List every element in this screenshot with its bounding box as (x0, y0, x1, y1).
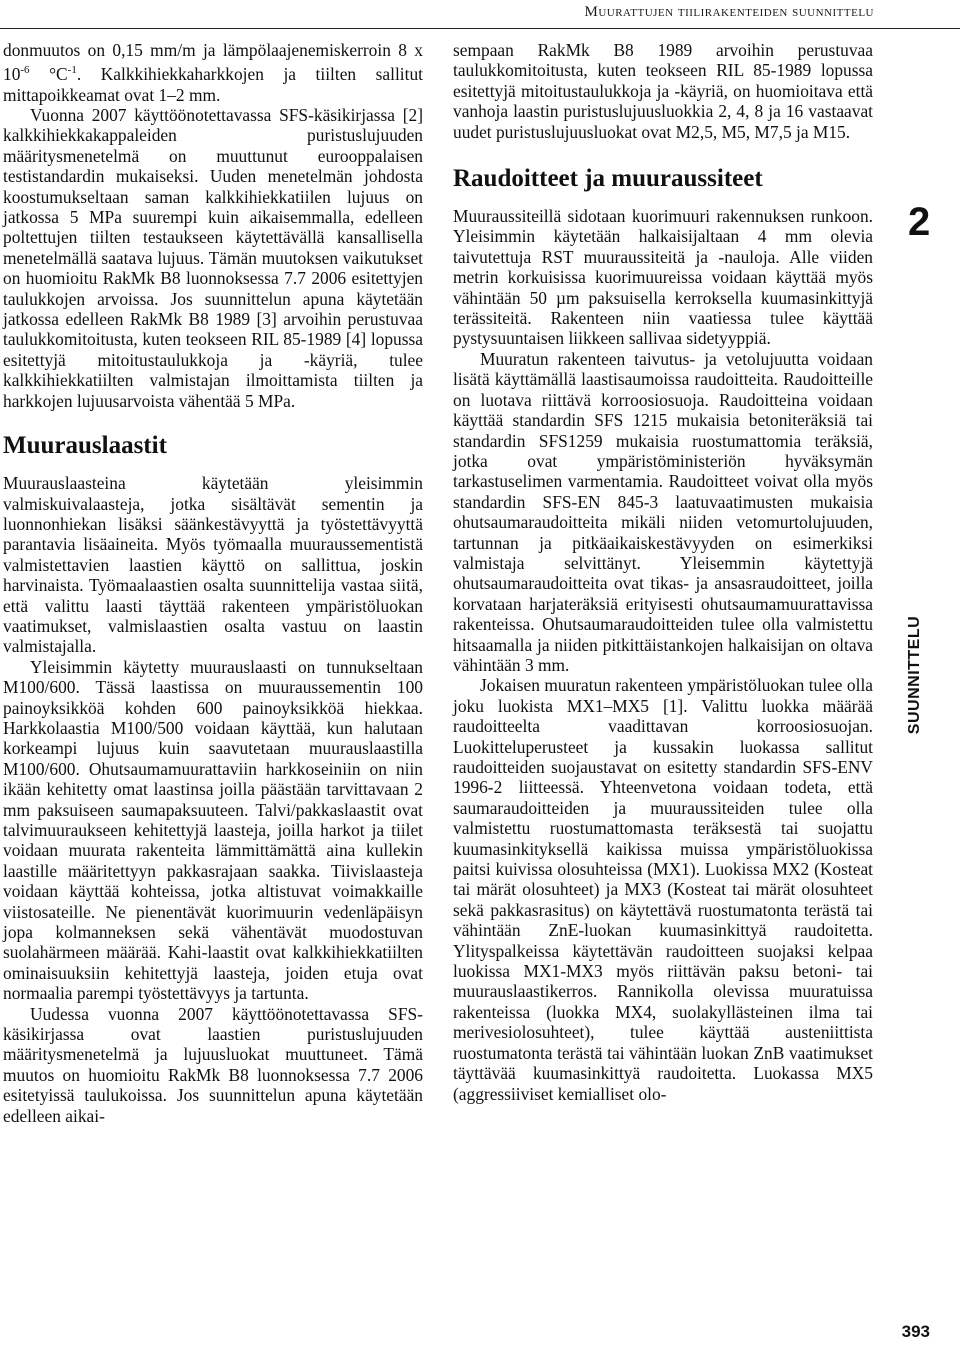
paragraph: Vuonna 2007 käyttöönotettavassa SFS-käsikirjassa [2] kalkkihiekkakappaleiden puristuslujuuden määritysmenetelmä on muuttunut eurooppalaisen testistandardin mukaiseksi. Uuden menetelmän johdosta koostumukseltaan saman kalkkihiekkatiilen lujuus on jatkossa 5 MPa suurempi kuin aikaisemmalla, edelleen poltettujen tiilten testaukseen käytettävällä kansallisella menetelmällä saatava lujuus. Tämän muutoksen vaikutukset on huomioitu RakMk B8 luonnoksessa 7.7 2006 esitettyjen taulukkojen arvoissa. Jos suunnittelun apuna käytetään jatkossa edelleen RakMk B8 1989 [3] arvoihin perustuvaa taulukkomitoitusta, kuten teokseen RIL 85-1989 [4] lopussa esitettyjä mitoitustaulukkoja ja -käyriä, tulee kalkkihiekkatiilten valmistajan ilmoittamista tiilten ja harkkojen lujuusarvoista vähentää 5 MPa. (3, 105, 423, 411)
right-column (453, 40, 873, 1104)
superscript: -6 (20, 64, 30, 77)
paragraph: Muuraussiteillä sidotaan kuorimuuri rakennuksen runkoon. Yleisimmin käytetään halkaisijaltaan 4 mm olevia taivutettuja RST muuraussiteitä ja -nauloja. Alle viiden metrin korkuisissa kuorimuureissa voidaan käyttää myös vähintään 50 µm paksuisella kerroksella kuumasinkittyjä terässiteitä. Rakenteen niin vaatiessa tulee käyttää pystysuuntaisen liikkeen sallivaa sidetyyppiä. (453, 206, 873, 349)
paragraph: Yleisimmin käytetty muurauslaasti on tunnukseltaan M100/600. Tässä laastissa on muuraussementin 100 painoyksikköä kohden 600 painoyksikköä hiekkaa. Harkkolaastia M100/500 voidaan käyttää, kun halutaan korkeampi lujuus kuin saavutetaan muurauslaastilla M100/600. Ohutsaumamuurattaviin harkkoseiniin on niin ikään kehitetty omat laastinsa joilla päästään tarvittavaan 2 mm paksuiseen saumapaksuuteen. Talvi/pakkaslaastit ovat talvimuuraukseen kehitettyjä laasteja, joilla harkot ja tiilet voidaan muurata rakenteita lämmittämättä aina kullekin laastille määritettyyn pakkasrajaan saakka. Tiivislaasteja voidaan käyttää kohteissa, jotka altistuvat voimakkaille viistosateille. Ne pienentävät kuorimuurin vedenläpäisyn jopa kolmanneksen sekä vähentävät muodostuvan suolahärmeen määrää. Kahi-laastit ovat kalkkihiekkatiilten ominaisuuksiin kehitettyjä laasteja, joiden etuja ovat normaalia parempi työstettävyys ja tartunta. (3, 656, 423, 1004)
header-rule (0, 28, 960, 29)
section-heading-muurauslaastit: Muurauslaastit (3, 432, 167, 460)
left-column (3, 40, 423, 1126)
chapter-marker (890, 186, 960, 266)
paragraph: Muuratun rakenteen taivutus- ja vetolujuutta voidaan lisätä käyttämällä laastisaumoissa raudoitteita. Raudoitteille on luotava riittävä korroosiosuoja. Raudoitteina voidaan käyttää standardin SFS 1215 mukaisia betoniteräksiä tai standardin SFS1259 mukaisia ruostumattomia teräksiä, jotka ovat ympäristöministeriön hyväksymän tarkastuselimen varmentamia. Raudoitteet voivat olla myös standardin SFS-EN 845-3 laatuvaatimusten mukaisia ohutsaumaraudoitteita mikäli niiden vetomurtolujuuden, tartunnan ja pitkäaikaiskestävyyden on esimerkiksi valmistaja selvittänyt. Yleisemmin käytettyjä ohutsaumaraudoitteita ovat tikas- ja ansasraudoitteet, joilla korvataan harjateräksiä erityisesti ohutsaumamuurattavissa rakenteissa. Ohutsaumaraudoitteiden tulee olla valmistettu hitsaamalla ja niiden pitkittäistankojen halkaisijan on oltava vähintään 3 mm. (453, 348, 873, 675)
paragraph: Jokaisen muuratun rakenteen ympäristöluokan tulee olla joku luokista MX1–MX5 [1]. Valittu luokka määrää raudoitteelta vaadittavan korroosiosuojan. Luokitteluperusteet ja kussakin luokassa sallitut raudoitteiden suojaustavat on esitetty standardin SFS-ENV 1996-2 liitteessä. Yhteenvetona voidaan todeta, että saumaraudoitteiden ja muuraussiteiden tulee olla valmistettu ruostumattomasta teräksestä tai suojattu kuumasinkityksellä kaikissa muissa ympäristöluokissa paitsi kuivissa olosuhteissa (MX1). Luokissa MX2 (Kosteat tai märät olosuhteet) ja MX3 (Kosteat tai märät olosuhteet sekä pakkasrasitus) on käytettävä ruostumatonta terästä tai vähintään ZnE-luokan kuumasinkittyä raudoitetta. Ylityspalkeissa käytettävän raudoitteen suojaksi kelpaa luokissa MX1-MX3 myös riittävän paksu betoni- tai muurauslaastikerros. Rannikolla olevissa muuratuissa rakenteissa (luokka MX4, suolakyllästeinen ilma tai merivesiolosuhteet), tulee käyttää austeniittista ruostumatonta terästä tai vähintään luokan ZnB vaatimukset täyttävää kuumasinkittyä raudoitetta. Luokassa MX5 (aggressiiviset kemialliset olo- (453, 675, 873, 1104)
mu-symbol: µ (555, 287, 566, 308)
page-number: 393 (901, 1322, 930, 1341)
paragraph: Uudessa vuonna 2007 käyttöönotettavassa SFS-käsikirjassa ovat laastien puristuslujuuden määritysmenetelmä ja lujuusluokat muuttuneet. Tämä muutos on huomioitu RakMk B8 luonnoksessa 7.7 2006 esitetyissä taulukoissa. Jos suunnittelun apuna käytetään edelleen aikai- (3, 1003, 423, 1126)
paragraph: Muurauslaasteina käytetään yleisimmin valmiskuivalaasteja, jotka sisältävät sementin ja luonnonhiekan lisäksi säänkestävyyttä ja työstettävyyttä parantavia lisäaineita. Myös työmaalla muuraussementistä valmistettavien laastien käyttö on sallittua, joskin harvinaista. Työmaalaastien osalta suunnittelija vastaa siitä, että valittu laasti täyttää rakenteen ympäristöluokan vaatimukset, valmislaastien osalta vastuu on laastin valmistajalla. (3, 473, 423, 657)
running-header (0, 0, 960, 30)
side-section-tab (900, 600, 930, 750)
section-heading-raudoitteet: Raudoitteet ja muuraussiteet (453, 165, 763, 193)
paragraph-continued: donmuutos on 0,15 mm/m ja lämpölaajenemiskerroin 8 x $10^{-6}$ $^\circ C^{-1}$. Kalkkihiekkaharkkojen ja tiilten sallitut mittapoikkeamat ovat 1–2 mm. (3, 40, 423, 105)
paragraph-continued: sempaan RakMk B8 1989 arvoihin perustuvaa taulukkomitoitusta, kuten teokseen RIL 85-1989 lopussa esitettyjä mitoitustaulukkoja ja -käyriä, on huomioitava että vanhoja laastin puristuslujuusluokkia 2, 4, 8 ja 16 vastaavat uudet puristuslujuusluokat ovat M2,5, M5, M7,5 ja M15. (453, 40, 873, 142)
running-title: Muurattujen tiilirakenteiden suunnittelu (584, 4, 874, 20)
superscript: -1 (67, 64, 77, 77)
side-section-label: SUUNNITTELU (906, 615, 923, 735)
chapter-number: 2 (908, 200, 931, 244)
